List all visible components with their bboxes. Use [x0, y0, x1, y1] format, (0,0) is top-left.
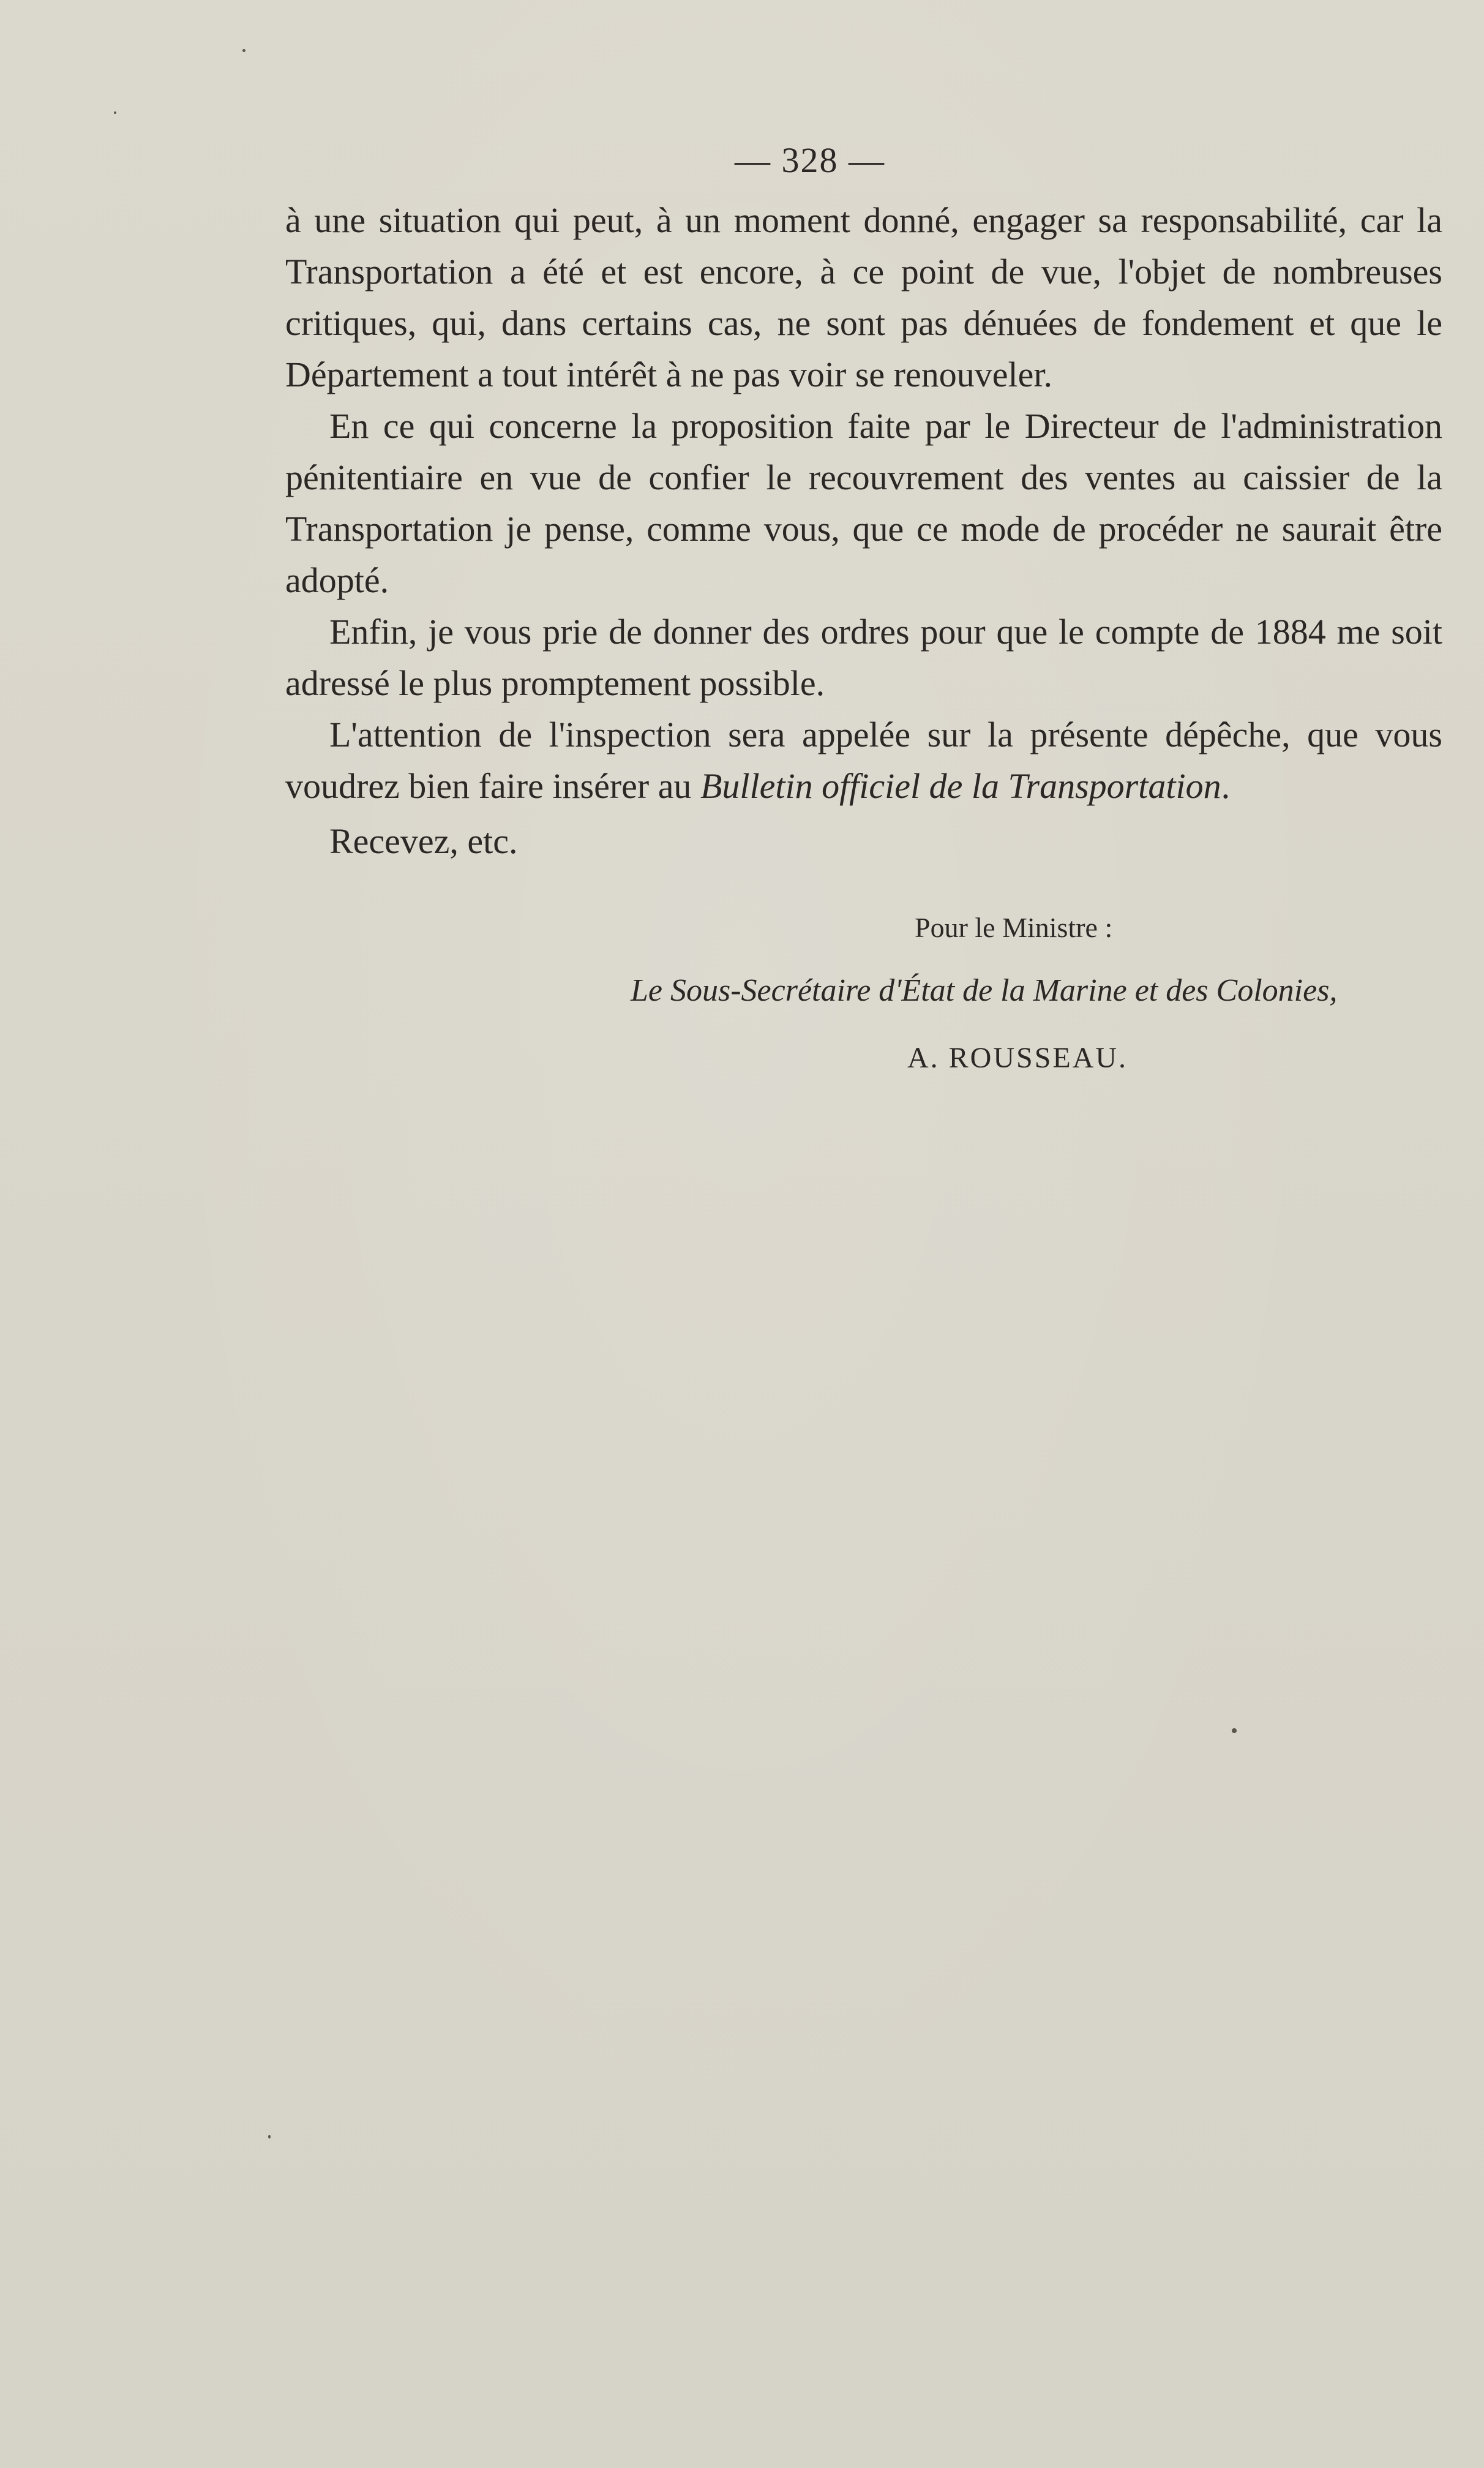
inspection-text: L'attention de l'inspection sera appelée sur la présente dépêche, que vous voudrez bien faire insérer au [285, 715, 1442, 806]
signature-name: A. ROUSSEAU. [907, 1042, 1128, 1074]
paper-speck [242, 49, 245, 52]
paragraph-continuation: à une situation qui peut, à un moment donné, engager sa responsabilité, car la Transportation a été et est encore, à ce point de vue, l'objet de nombreuses critiques, qui, dans certains cas, ne sont pas dénuées de fondement et que le Département a tout intérêt à ne pas voir se renouveler. [285, 200, 1442, 394]
inspection-end: . [1221, 766, 1231, 806]
paragraph-inspection [285, 709, 1442, 812]
bulletin-title: Bulletin officiel de la Transportation [700, 766, 1221, 806]
paper-speck [268, 2135, 271, 2139]
paper-speck [1232, 1728, 1237, 1733]
paragraph-proposal: En ce qui concerne la proposition faite par le Directeur de l'administration pénitentiaire en vue de confier le recouvrement des ventes au caissier de la Transportation je pense, comme vous, que ce mode de procéder ne saurait être adopté. [285, 406, 1442, 600]
letter-body [285, 195, 1442, 867]
paragraph-compte: Enfin, je vous prie de donner des ordres pour que le compte de 1884 me soit adressé le plus promptement possible. [285, 612, 1442, 703]
paragraph-closing: Recevez, etc. [329, 821, 518, 861]
signature-intro: Pour le Ministre : [915, 912, 1113, 943]
paper-speck [114, 111, 116, 114]
page-number: — 328 — [735, 140, 885, 180]
signature-title: Le Sous-Secrétaire d'État de la Marine et des Colonies, [631, 973, 1338, 1008]
